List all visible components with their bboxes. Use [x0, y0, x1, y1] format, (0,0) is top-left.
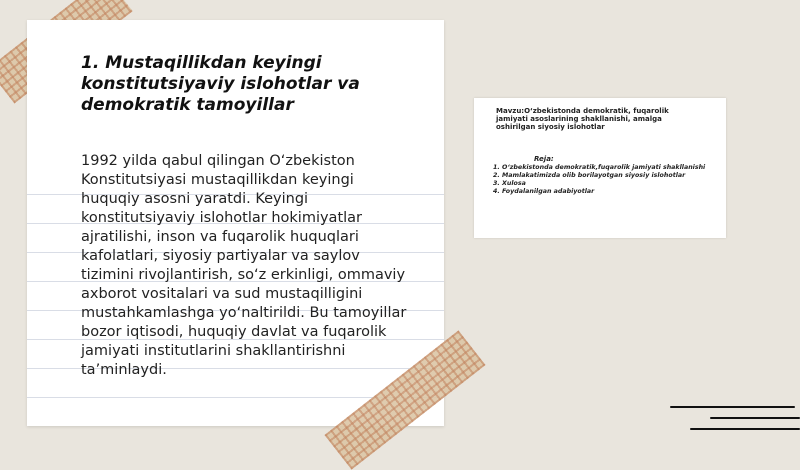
plan-item: 3. Xulosa [502, 180, 722, 188]
plan-item: 4. Foydalanilgan adabiyotlar [502, 188, 722, 196]
slide-title: 1. Mustaqillikdan keyingi konstitutsiyaviy islohotlar va demokratik tamoyillar [81, 53, 360, 115]
slide-thumbnail[interactable] [474, 98, 726, 238]
decor-line [710, 417, 800, 419]
thumbnail-plan-list [490, 164, 722, 196]
plan-item: 1. O‘zbekistonda demokratik,fuqarolik jamiyati shakllanishi [502, 164, 722, 172]
decor-line [670, 406, 795, 408]
plan-item: 2. Mamlakatimizda olib borilayotgan siyosiy islohotlar [502, 172, 722, 180]
content-card [27, 20, 444, 426]
thumbnail-topic: Mavzu:O‘zbekistonda demokratik, fuqarolik jamiyati asoslarining shakllanishi, amalga oshirilgan siyosiy islohotlar [496, 107, 669, 131]
thumbnail-plan-title: Reja: [534, 155, 554, 163]
slide-body-text: 1992 yilda qabul qilingan O‘zbekiston Konstitutsiyasi mustaqillikdan keyingi huquqiy asosni yaratdi. Keyingi konstitutsiyaviy islohotlar hokimiyatlar ajratilishi, inson va fuqarolik huquqlari kafolatlari, siyosiy partiyalar va saylov tizimini rivojlantirish, so‘z erkinligi, ommaviy axborot vositalari va sud mustaqilligini mustahkamlashga yo‘naltirildi. Bu tamoyillar bozor iqtisodi, huquqiy davlat va fuqarolik jamiyati institutlarini shakllantirishni ta’minlaydi. [81, 153, 407, 378]
decor-line [690, 428, 800, 430]
